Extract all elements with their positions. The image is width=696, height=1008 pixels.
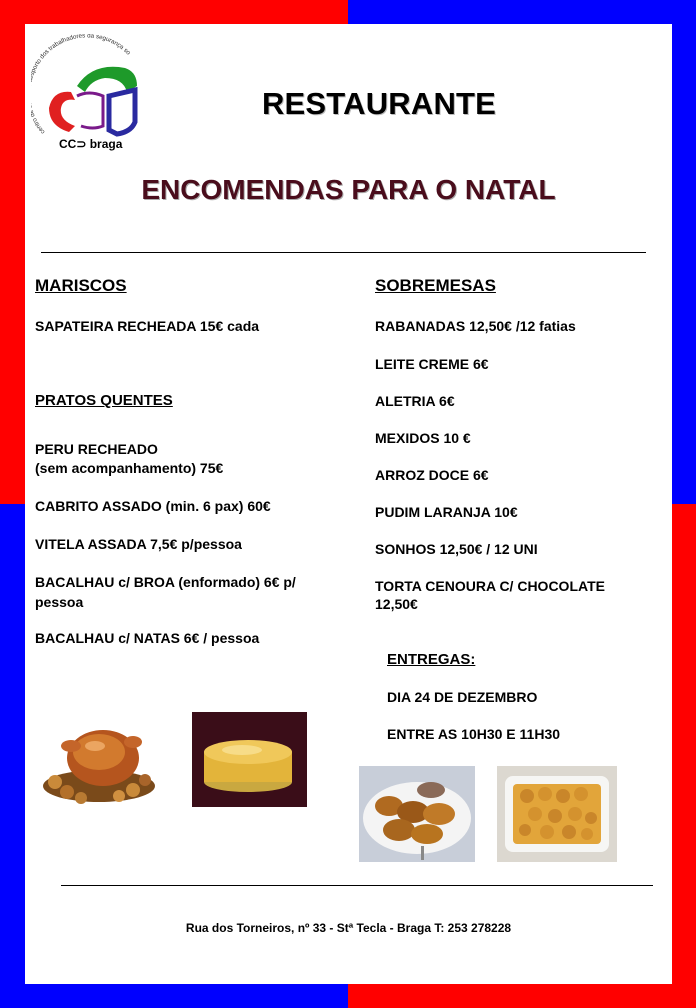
page-subtitle: ENCOMENDAS PARA O NATAL [141,174,556,205]
list-item: PERU RECHEADO [35,441,158,457]
entregas-time: ENTRE AS 10H30 E 11H30 [387,726,561,742]
list-item: ARROZ DOCE 6€ [375,467,489,483]
list-item: 12,50€ [375,596,418,612]
list-item: MEXIDOS 10 € [375,430,471,446]
list-item: pessoa [35,594,84,610]
list-item: LEITE CREME 6€ [375,356,489,372]
list-item: TORTA CENOURA C/ CHOCOLATE [375,578,605,594]
entregas-heading: ENTREGAS: [387,651,476,668]
list-item: VITELA ASSADA 7,5€ p/pessoa [35,536,242,552]
aletria-photo [497,766,617,862]
top-divider [41,252,646,253]
cake-photo [192,712,307,807]
sobremesas-heading: SOBREMESAS [375,276,496,295]
roast-turkey-photo [41,712,157,804]
menu-page [25,24,672,984]
list-item: BACALHAU c/ BROA (enformado) 6€ p/ [35,574,296,590]
bottom-divider [61,885,653,886]
list-item: SAPATEIRA RECHEADA 15€ cada [35,318,260,334]
list-item: RABANADAS 12,50€ /12 fatias [375,318,576,334]
mariscos-heading: MARISCOS [35,276,127,295]
list-item: (sem acompanhamento) 75€ [35,460,224,476]
pratos-quentes-heading: PRATOS QUENTES [35,392,173,409]
list-item: PUDIM LARANJA 10€ [375,504,518,520]
list-item: ALETRIA 6€ [375,393,455,409]
footer-address: Rua dos Torneiros, nº 33 - Stª Tecla - Braga T: 253 278228 [185,921,512,935]
entregas-date: DIA 24 DE DEZEMBRO [387,689,538,705]
list-item: BACALHAU c/ NATAS 6€ / pessoa [35,630,260,646]
rabanadas-photo [359,766,475,862]
logo-arc-text: centro orto dos trabalhadores da segurança so [31,34,132,136]
page-title: RESTAURANTE [261,86,497,121]
logo-name: CC⊃ braga [59,137,123,151]
list-item: SONHOS 12,50€ / 12 UNI [375,541,538,557]
list-item: CABRITO ASSADO (min. 6 pax) 60€ [35,498,271,514]
